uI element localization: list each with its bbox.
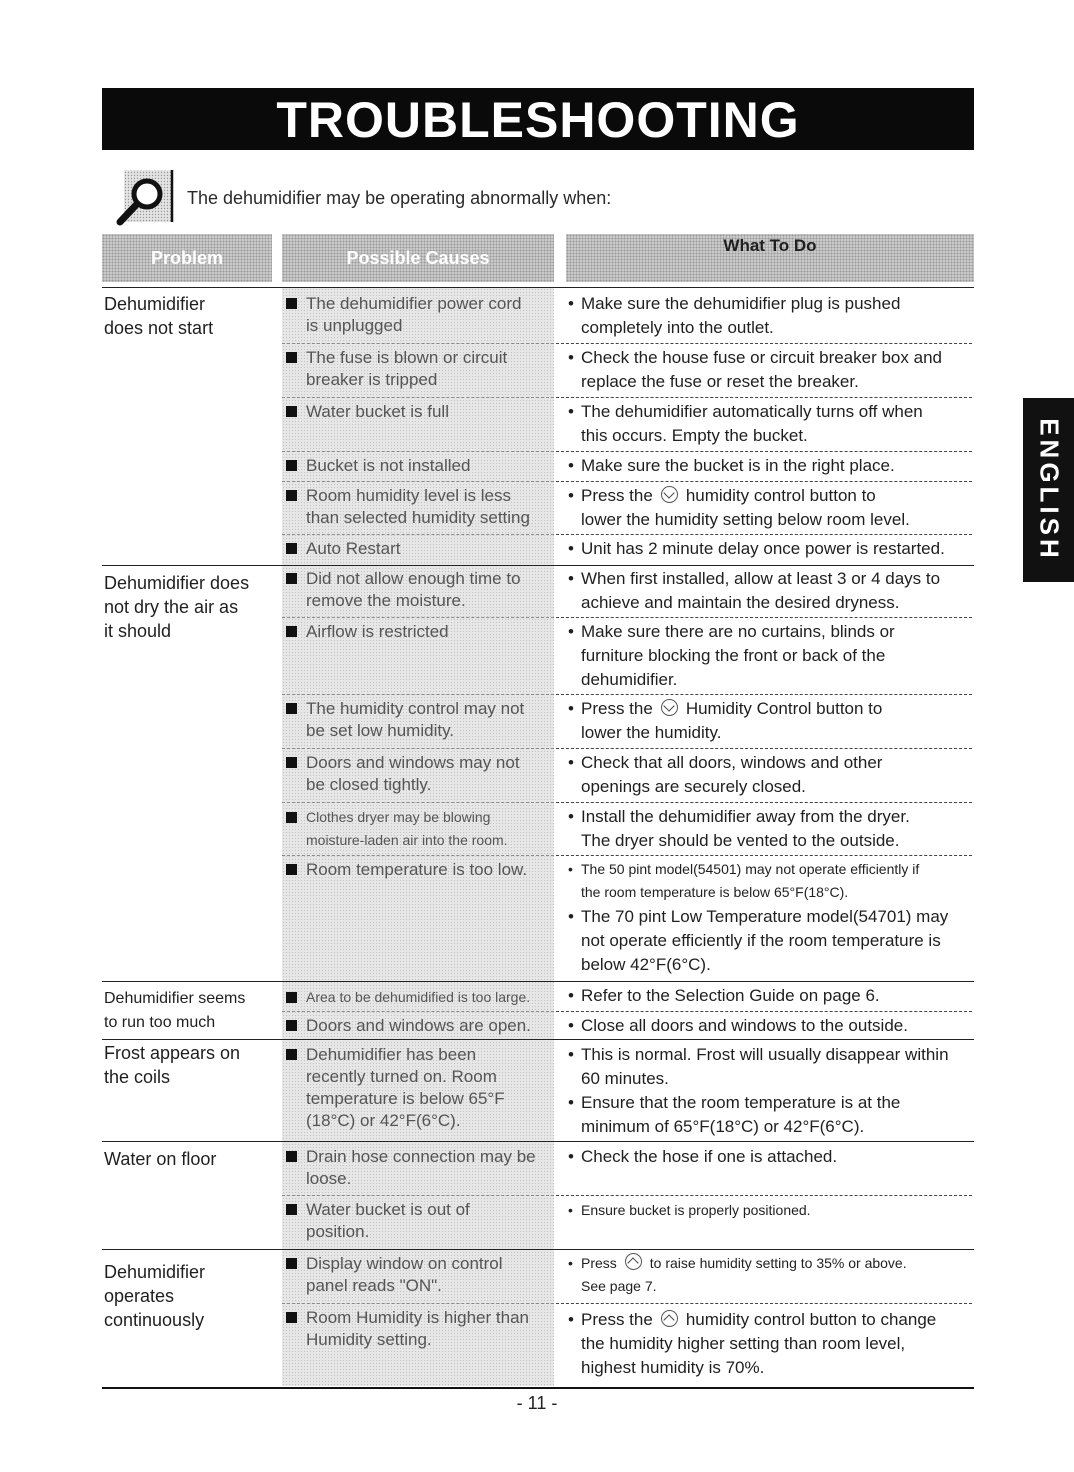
group-divider	[102, 1141, 974, 1142]
todo-text: Close all doors and windows to the outside.	[581, 1016, 908, 1035]
todo-text: The 50 pint model(54501) may not operate efficiently if the room temperature is below 65°F(18°C).	[581, 861, 920, 900]
bullet-square-icon	[286, 1258, 297, 1269]
todo-text: Press the	[581, 486, 653, 505]
cause-item	[286, 986, 552, 1009]
header-problem: Problem	[102, 234, 272, 282]
todo-text: The dehumidifier automatically turns off when this occurs. Empty the bucket.	[581, 402, 923, 445]
cause-text: Doors and windows are open.	[306, 1016, 531, 1035]
todo-text: Humidity Control button to lower the humidity.	[581, 699, 883, 742]
todo-item: • Press the Humidity Control button to lower the humidity.	[568, 699, 883, 742]
cause-item	[286, 538, 552, 560]
bullet-square-icon	[286, 626, 297, 637]
todo-text: Refer to the Selection Guide on page 6.	[581, 986, 880, 1005]
humidity-down-icon	[661, 699, 678, 716]
bullet-square-icon	[286, 1204, 297, 1215]
row-divider	[282, 1195, 554, 1196]
todo-text: Make sure the dehumidifier plug is pushed completely into the outlet.	[581, 294, 901, 337]
cause-text: Water bucket is full	[306, 402, 449, 421]
group-divider	[102, 565, 974, 566]
page-title: TROUBLESHOOTING	[102, 88, 974, 150]
cause-text: The fuse is blown or circuit breaker is tripped	[306, 348, 508, 389]
group-divider	[102, 1249, 974, 1250]
row-divider	[282, 481, 554, 482]
row-divider	[282, 855, 554, 856]
row-divider	[556, 1303, 972, 1304]
bullet-square-icon	[286, 352, 297, 363]
row-divider	[556, 802, 972, 803]
row-divider	[556, 481, 972, 482]
cause-item	[286, 1015, 552, 1037]
group-divider	[102, 981, 974, 982]
row-divider	[282, 451, 554, 452]
bullet-square-icon	[286, 490, 297, 501]
cause-text: The dehumidifier power cord is unplugged	[306, 294, 522, 335]
row-divider	[556, 1195, 972, 1196]
problem-text: Frost appears on the coils	[104, 1043, 241, 1087]
cause-text: Airflow is restricted	[306, 622, 449, 641]
todo-item: • This is normal. Frost will usually disappear within 60 minutes.	[568, 1043, 972, 1091]
row-divider	[556, 617, 972, 618]
bullet-square-icon	[286, 864, 297, 875]
problem-text: Dehumidifier does not dry the air as it should	[104, 573, 250, 641]
cause-item	[286, 621, 552, 643]
cause-item	[286, 1199, 552, 1243]
cause-item	[286, 455, 552, 477]
todo-item: • Press the humidity control button to lower the humidity setting below room level.	[568, 486, 910, 529]
cause-text: Water bucket is out of position.	[306, 1200, 470, 1241]
problem-text: Dehumidifier does not start	[104, 294, 214, 338]
todo-item: • Check that all doors, windows and other openings are securely closed.	[568, 751, 972, 799]
cause-item	[286, 1253, 552, 1297]
bullet-square-icon	[286, 573, 297, 584]
cause-item	[286, 1146, 552, 1190]
cause-item	[286, 485, 552, 529]
row-divider	[282, 534, 554, 535]
todo-item: • The 70 pint Low Temperature model(54701) may not operate efficiently if the room temperature is below 42°F(6°C).	[568, 905, 972, 977]
header-possible-causes: Possible Causes	[282, 234, 554, 282]
todo-text: Press	[581, 1255, 617, 1271]
todo-item: • Make sure there are no curtains, blinds or furniture blocking the front or back of the dehumidifier.	[568, 620, 972, 692]
todo-item: • Check the house fuse or circuit breaker box and replace the fuse or reset the breaker.	[568, 346, 972, 394]
magnifier-icon	[112, 168, 174, 226]
problem-text: Dehumidifier seems to run too much	[104, 990, 246, 1031]
row-divider	[556, 694, 972, 695]
cause-item	[286, 568, 552, 612]
todo-text: humidity control button to lower the humidity setting below room level.	[581, 486, 910, 529]
todo-text: Ensure that the room temperature is at the minimum of 65°F(18°C) or 42°F(6°C).	[581, 1093, 901, 1136]
bullet-square-icon	[286, 1151, 297, 1162]
cause-item	[286, 401, 552, 423]
todo-item: • Make sure the bucket is in the right place.	[568, 454, 972, 478]
row-divider	[282, 343, 554, 344]
todo-item: • Press to raise humidity setting to 35% or above. See page 7.	[568, 1255, 907, 1294]
cause-item	[286, 1307, 552, 1351]
bullet-square-icon	[286, 812, 297, 823]
todo-text: This is normal. Frost will usually disappear within 60 minutes.	[581, 1045, 949, 1088]
intro-text: The dehumidifier may be operating abnormally when:	[187, 188, 612, 208]
cause-text: The humidity control may not be set low humidity.	[306, 699, 525, 740]
todo-text: Press the	[581, 1310, 653, 1329]
cause-text: Drain hose connection may be loose.	[306, 1147, 536, 1188]
table-bottom-rule	[102, 1387, 974, 1389]
todo-item: • Make sure the dehumidifier plug is pushed completely into the outlet.	[568, 292, 972, 340]
todo-text: Unit has 2 minute delay once power is restarted.	[581, 539, 945, 558]
cause-item	[286, 806, 552, 852]
todo-item: • Install the dehumidifier away from the dryer. The dryer should be vented to the outside.	[568, 805, 972, 853]
todo-text: The 70 pint Low Temperature model(54701) may not operate efficiently if the room temperature is below 42°F(6°C).	[581, 907, 949, 974]
todo-text: Ensure bucket is properly positioned.	[581, 1202, 811, 1218]
bullet-square-icon	[286, 757, 297, 768]
bullet-square-icon	[286, 406, 297, 417]
todo-item: • Press the humidity control button to change the humidity higher setting than room level, highest humidity is 70%.	[568, 1310, 937, 1377]
todo-text: Make sure there are no curtains, blinds or furniture blocking the front or back of the dehumidifier.	[581, 622, 895, 689]
problem-text: Water on floor	[104, 1149, 217, 1169]
cause-text: Area to be dehumidified is too large.	[306, 989, 531, 1005]
bullet-square-icon	[286, 1020, 297, 1031]
bullet-square-icon	[286, 1049, 297, 1060]
todo-item: • Check the hose if one is attached.	[568, 1145, 972, 1169]
row-divider	[282, 802, 554, 803]
row-divider	[282, 617, 554, 618]
intro	[112, 168, 812, 226]
bullet-square-icon	[286, 1312, 297, 1323]
bullet-square-icon	[286, 298, 297, 309]
cause-item	[286, 698, 552, 742]
todo-item: • Close all doors and windows to the outside.	[568, 1014, 972, 1038]
todo-text: Check the hose if one is attached.	[581, 1147, 838, 1166]
row-divider	[282, 1303, 554, 1304]
header-what-to-do: What To Do	[566, 234, 974, 282]
humidity-down-icon	[661, 486, 678, 503]
cause-item	[286, 293, 552, 337]
row-divider	[556, 534, 972, 535]
todo-text: to raise humidity setting to 35% or above. See page 7.	[581, 1255, 907, 1294]
group-divider	[102, 1039, 974, 1040]
cause-item	[286, 859, 552, 881]
cause-text: Did not allow enough time to remove the moisture.	[306, 569, 521, 610]
todo-item: • Ensure bucket is properly positioned.	[568, 1199, 972, 1222]
row-divider	[556, 1011, 972, 1012]
bullet-square-icon	[286, 992, 297, 1003]
cause-text: Clothes dryer may be blowing moisture-laden air into the room.	[306, 809, 508, 848]
todo-item: • Refer to the Selection Guide on page 6.	[568, 984, 972, 1008]
bullet-square-icon	[286, 460, 297, 471]
language-tab-label: ENGLISH	[1034, 418, 1064, 562]
todo-item: • The 50 pint model(54501) may not operate efficiently if the room temperature is below 65°F(18°C).	[568, 858, 972, 904]
cause-text: Auto Restart	[306, 539, 401, 558]
cause-item	[286, 347, 552, 391]
row-divider	[282, 748, 554, 749]
page-number: - 11 -	[516, 1393, 558, 1413]
row-divider	[282, 397, 554, 398]
cause-item	[286, 752, 552, 796]
cause-item	[286, 1044, 552, 1132]
problem-text: Dehumidifier operates continuously	[104, 1262, 206, 1330]
bullet-square-icon	[286, 703, 297, 714]
cause-text: Room humidity level is less than selected humidity setting	[306, 486, 530, 527]
row-divider	[556, 397, 972, 398]
todo-text: Check the house fuse or circuit breaker box and replace the fuse or reset the breaker.	[581, 348, 942, 391]
row-divider	[556, 855, 972, 856]
todo-text: Make sure the bucket is in the right place.	[581, 456, 895, 475]
row-divider	[282, 1011, 554, 1012]
cause-text: Room Humidity is higher than Humidity setting.	[306, 1308, 529, 1349]
humidity-up-icon	[661, 1310, 678, 1327]
cause-text: Dehumidifier has been recently turned on. Room temperature is below 65°F (18°C) or 42°F(6°C).	[306, 1045, 505, 1130]
todo-text: Press the	[581, 699, 653, 718]
language-tab	[1023, 398, 1074, 582]
todo-item: • Ensure that the room temperature is at the minimum of 65°F(18°C) or 42°F(6°C).	[568, 1091, 972, 1139]
todo-item: • The dehumidifier automatically turns off when this occurs. Empty the bucket.	[568, 400, 972, 448]
row-divider	[556, 748, 972, 749]
todo-item: • Unit has 2 minute delay once power is restarted.	[568, 537, 972, 561]
todo-text: Check that all doors, windows and other openings are securely closed.	[581, 753, 883, 796]
row-divider	[282, 694, 554, 695]
cause-text: Bucket is not installed	[306, 456, 471, 475]
todo-text: humidity control button to change the humidity higher setting than room level, highest humidity is 70%.	[581, 1310, 937, 1377]
todo-item: • When first installed, allow at least 3 or 4 days to achieve and maintain the desired dryness.	[568, 567, 972, 615]
humidity-up-icon	[625, 1253, 642, 1270]
cause-text: Doors and windows may not be closed tightly.	[306, 753, 520, 794]
row-divider	[556, 343, 972, 344]
bullet-square-icon	[286, 543, 297, 554]
cause-text: Display window on control panel reads "ON".	[306, 1254, 503, 1295]
row-divider	[556, 451, 972, 452]
cause-text: Room temperature is too low.	[306, 860, 528, 879]
todo-text: Install the dehumidifier away from the dryer. The dryer should be vented to the outside.	[581, 807, 910, 850]
todo-text: When first installed, allow at least 3 or 4 days to achieve and maintain the desired dryness.	[581, 569, 941, 612]
